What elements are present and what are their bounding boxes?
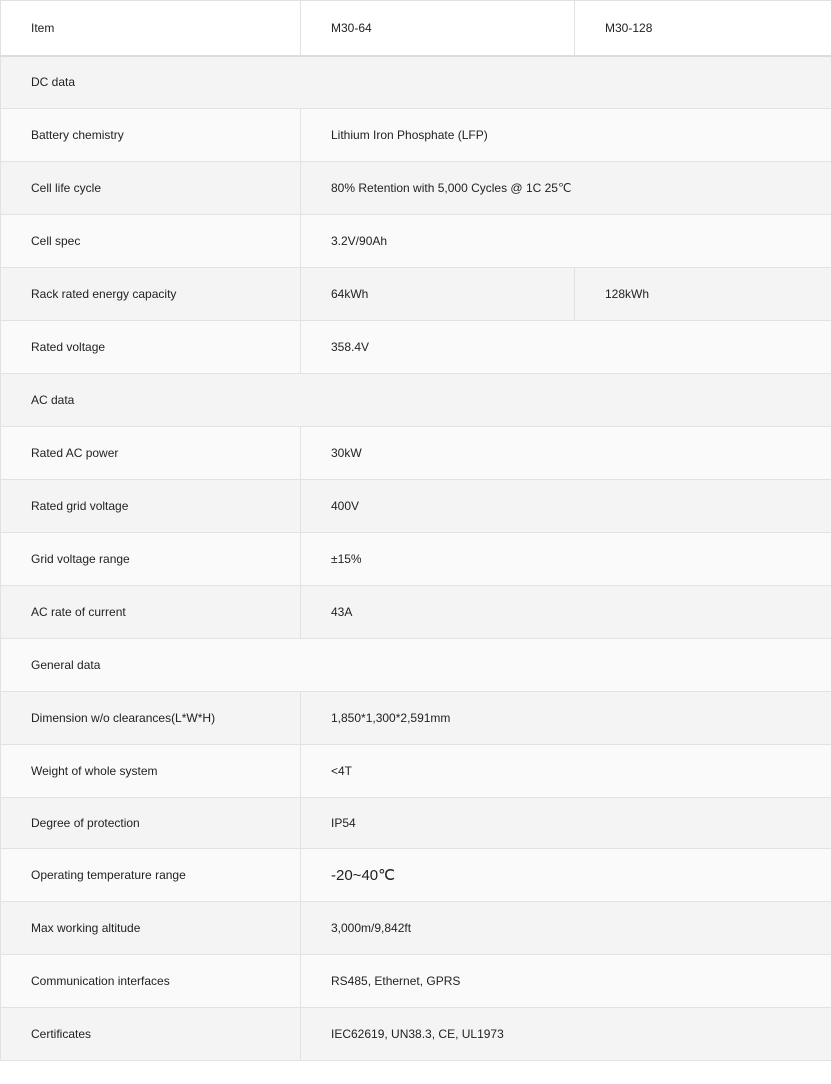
table-row bbox=[1, 162, 831, 215]
row-label: Weight of whole system bbox=[1, 745, 301, 798]
row-value: 80% Retention with 5,000 Cycles @ 1C 25℃ bbox=[301, 162, 831, 215]
row-label: Dimension w/o clearances(L*W*H) bbox=[1, 692, 301, 745]
table-row bbox=[1, 798, 831, 849]
row-value: -20~40℃ bbox=[301, 849, 831, 902]
row-value: 30kW bbox=[301, 427, 831, 480]
row-value-m30-128: 128kWh bbox=[575, 268, 831, 321]
table-row bbox=[1, 215, 831, 268]
row-value: IEC62619, UN38.3, CE, UL1973 bbox=[301, 1008, 831, 1061]
row-value-m30-64: 64kWh bbox=[301, 268, 575, 321]
table-row bbox=[1, 745, 831, 798]
row-label: Rated AC power bbox=[1, 427, 301, 480]
row-value: 43A bbox=[301, 586, 831, 639]
row-label: Battery chemistry bbox=[1, 109, 301, 162]
header-row bbox=[1, 1, 831, 56]
row-label: Rack rated energy capacity bbox=[1, 268, 301, 321]
section-row-dc-data bbox=[1, 56, 831, 109]
row-value: 3,000m/9,842ft bbox=[301, 902, 831, 955]
table-row bbox=[1, 480, 831, 533]
row-label: Cell life cycle bbox=[1, 162, 301, 215]
section-label: DC data bbox=[1, 56, 831, 109]
table-row bbox=[1, 955, 831, 1008]
section-label: AC data bbox=[1, 374, 831, 427]
row-label: Certificates bbox=[1, 1008, 301, 1061]
row-value: 3.2V/90Ah bbox=[301, 215, 831, 268]
row-label: Cell spec bbox=[1, 215, 301, 268]
section-label: General data bbox=[1, 639, 831, 692]
section-row-general-data bbox=[1, 639, 831, 692]
table-row bbox=[1, 321, 831, 374]
row-value: IP54 bbox=[301, 798, 831, 849]
header-item: Item bbox=[1, 1, 301, 56]
row-value: 358.4V bbox=[301, 321, 831, 374]
table-row bbox=[1, 902, 831, 955]
header-model-m30-64: M30-64 bbox=[301, 1, 575, 56]
table-row bbox=[1, 427, 831, 480]
row-label: Grid voltage range bbox=[1, 533, 301, 586]
row-label: Rated voltage bbox=[1, 321, 301, 374]
table-row bbox=[1, 692, 831, 745]
row-value: <4T bbox=[301, 745, 831, 798]
row-label: Operating temperature range bbox=[1, 849, 301, 902]
table-row bbox=[1, 109, 831, 162]
table-row bbox=[1, 849, 831, 902]
row-value: RS485, Ethernet, GPRS bbox=[301, 955, 831, 1008]
table-row bbox=[1, 1008, 831, 1061]
row-label: Communication interfaces bbox=[1, 955, 301, 1008]
section-row-ac-data bbox=[1, 374, 831, 427]
row-label: Max working altitude bbox=[1, 902, 301, 955]
row-label: Rated grid voltage bbox=[1, 480, 301, 533]
header-model-m30-128: M30-128 bbox=[575, 1, 831, 56]
table-row bbox=[1, 586, 831, 639]
row-label: AC rate of current bbox=[1, 586, 301, 639]
row-label: Degree of protection bbox=[1, 798, 301, 849]
row-value: Lithium Iron Phosphate (LFP) bbox=[301, 109, 831, 162]
table-row bbox=[1, 268, 831, 321]
row-value: 1,850*1,300*2,591mm bbox=[301, 692, 831, 745]
row-value: 400V bbox=[301, 480, 831, 533]
table-row bbox=[1, 533, 831, 586]
row-value: ±15% bbox=[301, 533, 831, 586]
